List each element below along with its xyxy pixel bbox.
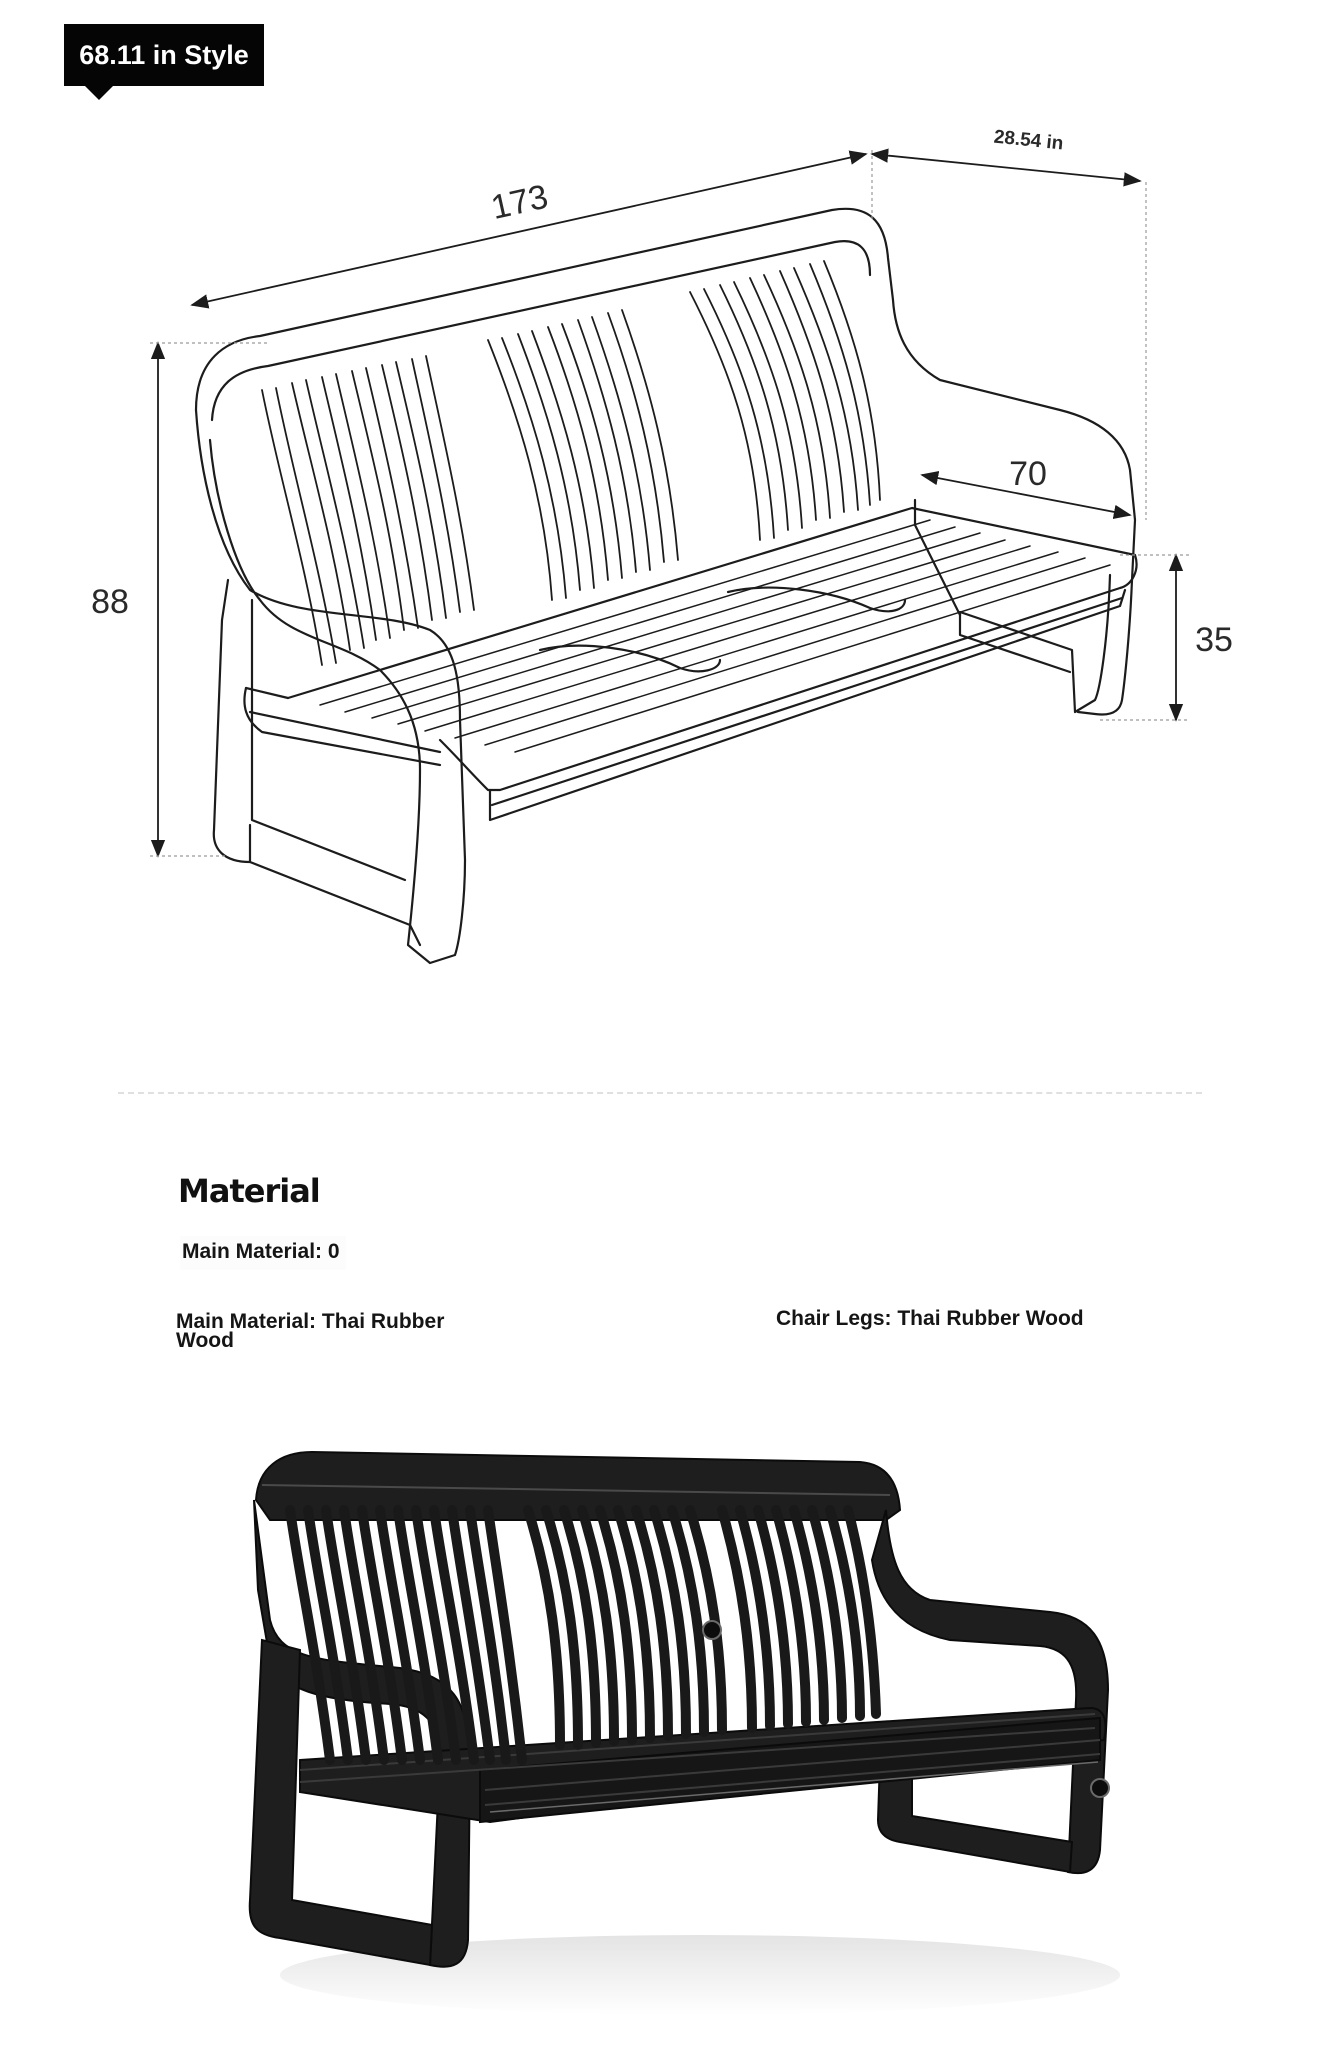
- height-dimension-label: 88: [91, 583, 129, 621]
- depth-dimension-label: 28.54 in: [992, 126, 1065, 155]
- material-chair-legs: Chair Legs: Thai Rubber Wood: [776, 1307, 1084, 1330]
- bench-dimension-drawing: [0, 120, 1322, 980]
- section-divider: [118, 1092, 1202, 1094]
- seat-height-dimension-label: 35: [1195, 621, 1233, 659]
- style-tag: [64, 24, 264, 86]
- style-tag-label: 68.11 in Style: [79, 39, 249, 70]
- main-material-count: Main Material: 0: [180, 1236, 346, 1270]
- width-dimension-label: 173: [487, 177, 552, 227]
- bench-product-photo: [0, 1420, 1322, 2048]
- material-heading: Material: [178, 1172, 320, 1210]
- material-main: Main Material: Thai Rubber Wood: [176, 1310, 445, 1352]
- seat-depth-dimension-label: 70: [1009, 455, 1047, 493]
